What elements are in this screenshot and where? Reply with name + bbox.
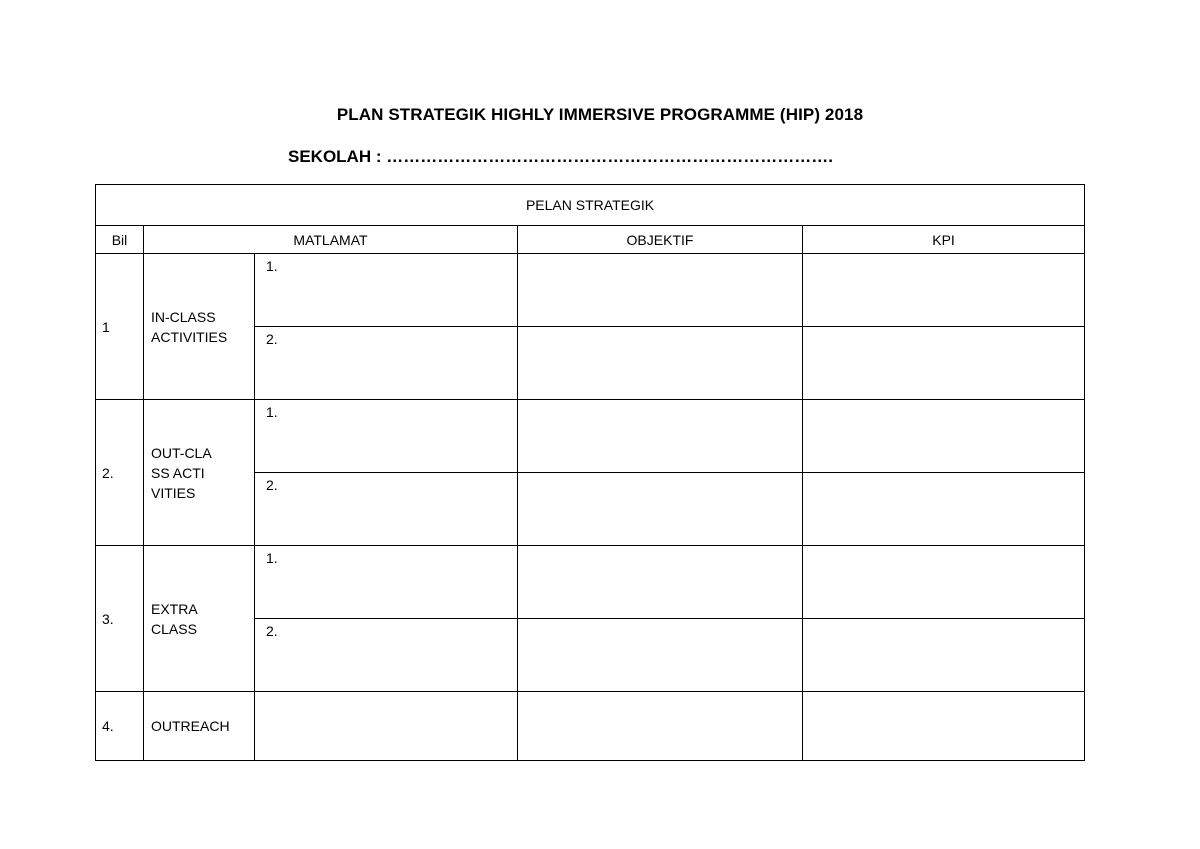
document-title: PLAN STRATEGIK HIGHLY IMMERSIVE PROGRAMME (HIP) 2018: [336, 105, 864, 124]
objektif-cell[interactable]: [518, 400, 803, 473]
strategic-plan-table: [95, 184, 1085, 761]
kpi-cell[interactable]: [803, 692, 1085, 761]
objektif-cell[interactable]: [518, 546, 803, 619]
matlamat-item[interactable]: 1.: [255, 546, 518, 619]
matlamat-cell[interactable]: [255, 692, 518, 761]
school-label: SEKOLAH :: [288, 147, 382, 166]
row-category: [144, 400, 255, 546]
matlamat-item[interactable]: 1.: [255, 400, 518, 473]
kpi-cell[interactable]: [803, 619, 1085, 692]
table-row: [96, 254, 1085, 327]
row-number: 1: [96, 254, 144, 400]
column-header-objektif: OBJEKTIF: [518, 226, 803, 254]
row-category: OUTREACH: [144, 692, 255, 761]
kpi-cell[interactable]: [803, 400, 1085, 473]
row-category: IN-CLASS ACTIVITIES: [144, 254, 255, 400]
objektif-cell[interactable]: [518, 619, 803, 692]
column-header-kpi: KPI: [803, 226, 1085, 254]
objektif-cell[interactable]: [518, 254, 803, 327]
objektif-cell[interactable]: [518, 473, 803, 546]
matlamat-item[interactable]: 2.: [255, 619, 518, 692]
row-number: 4.: [96, 692, 144, 761]
table-row: [96, 400, 1085, 473]
table-header: PELAN STRATEGIK: [96, 185, 1085, 226]
kpi-cell[interactable]: [803, 473, 1085, 546]
row-category: [144, 546, 255, 692]
kpi-cell[interactable]: [803, 254, 1085, 327]
row-category-text: OUT-CLASS ACTIVITIES: [151, 444, 212, 501]
school-value: …………………………………………………………………….: [386, 147, 833, 166]
objektif-cell[interactable]: [518, 692, 803, 761]
table-row: [96, 692, 1085, 761]
row-category-text: EXTRA CLASS: [151, 600, 197, 637]
matlamat-item[interactable]: 2.: [255, 327, 518, 400]
row-number: 3.: [96, 546, 144, 692]
objektif-cell[interactable]: [518, 327, 803, 400]
matlamat-item[interactable]: 1.: [255, 254, 518, 327]
matlamat-item[interactable]: 2.: [255, 473, 518, 546]
table-row: [96, 546, 1085, 619]
school-line: [288, 147, 833, 167]
column-header-matlamat: MATLAMAT: [144, 226, 518, 254]
kpi-cell[interactable]: [803, 546, 1085, 619]
row-number: 2.: [96, 400, 144, 546]
column-header-bil: Bil: [96, 226, 144, 254]
kpi-cell[interactable]: [803, 327, 1085, 400]
